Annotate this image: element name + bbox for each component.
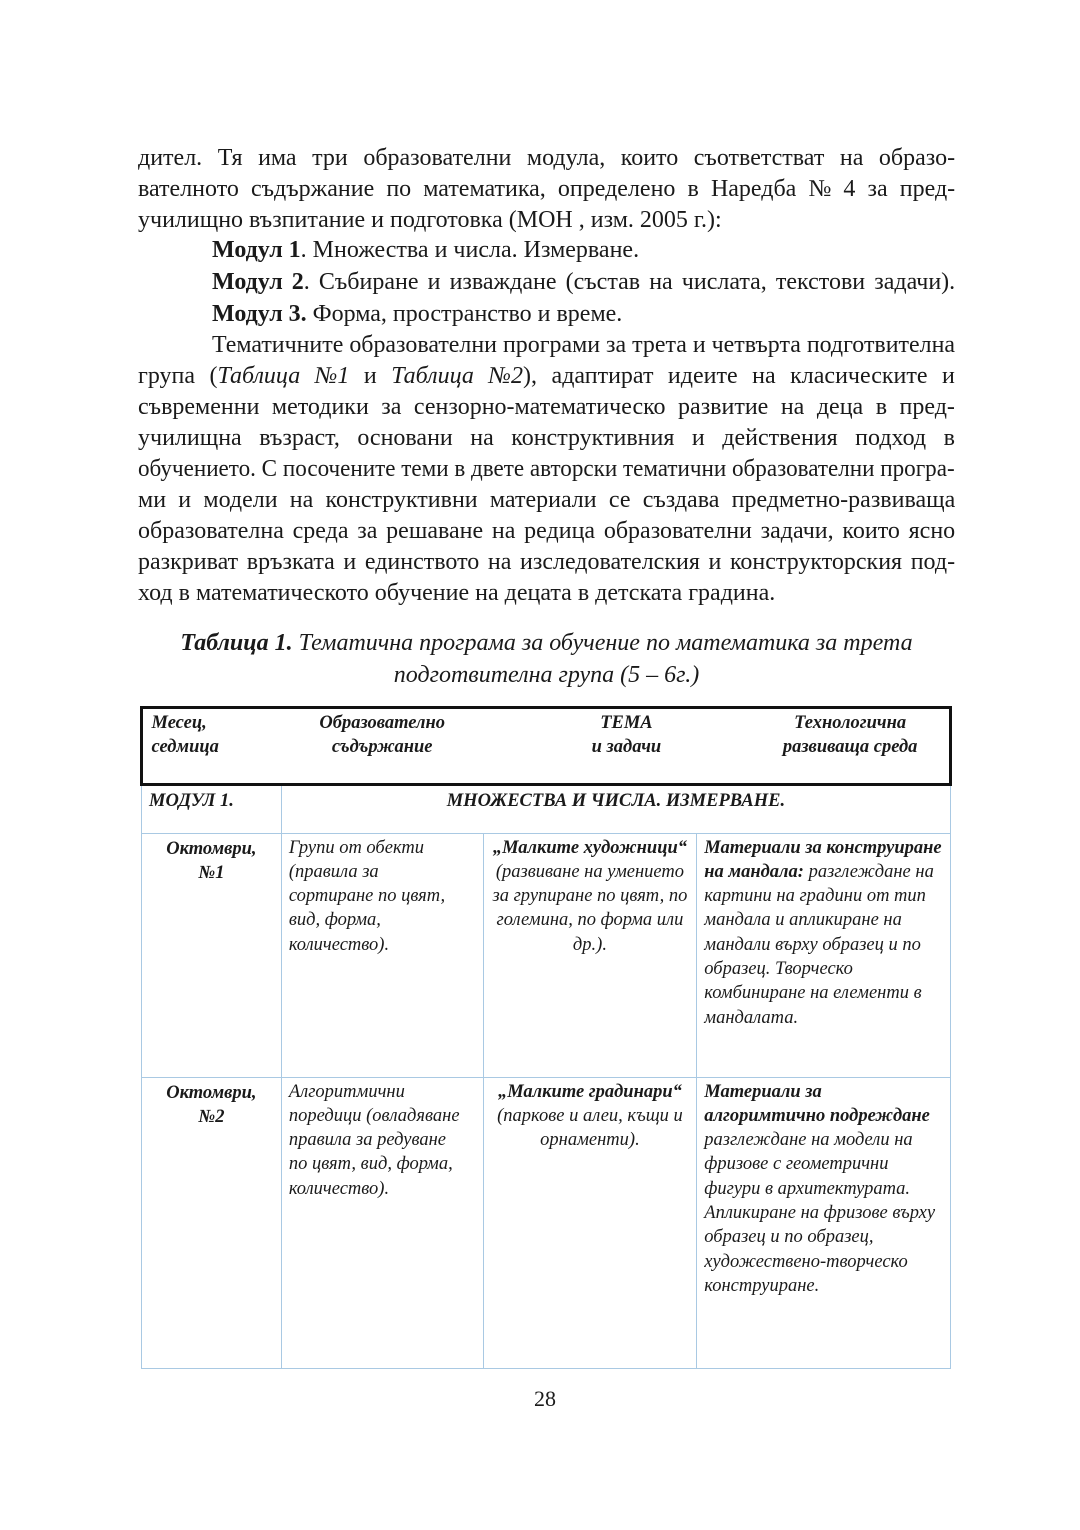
month: Октомври, (166, 1082, 257, 1103)
text: група ( (138, 363, 218, 389)
table-row (142, 833, 951, 1077)
text: и (349, 363, 392, 389)
text: образователна среда за решаване на редица образователни задачи, които ясно (138, 518, 956, 544)
text: Тематичните образователни програми за трета и четвърта подготвителна (212, 332, 955, 358)
theme-text: (паркове и алеи, къщи и орнаменти). (497, 1105, 683, 1151)
module-row (142, 783, 951, 833)
thematic-program-table (141, 707, 951, 1369)
module-3-line (212, 299, 955, 330)
module-2-line (212, 267, 955, 298)
body-line (138, 578, 955, 609)
body-line (138, 392, 955, 423)
module-label: Модул 3. (212, 301, 307, 327)
module-label: Модул 1 (212, 237, 301, 263)
text: училищна възраст, основани на конструктивния и действения подход в (138, 425, 955, 451)
body-line (138, 547, 955, 578)
header-content (281, 707, 483, 783)
header-text: Образователно (319, 713, 446, 733)
text: разкриват връзката и единството на изследователския и конструкторския под- (138, 549, 956, 575)
module-1-line (212, 235, 955, 266)
caption-label: Таблица 1. (180, 630, 293, 656)
text: ), адаптират идеите на класическите и (523, 363, 955, 389)
environment-cell (697, 833, 951, 1077)
body-line (138, 454, 955, 485)
text: ход в математическото обучение на децата в детската градина. (138, 580, 776, 606)
module-label: Модул 2 (212, 269, 304, 295)
body-line (138, 423, 955, 454)
header-text: ТЕМА (600, 713, 653, 733)
header-text: съдържание (331, 737, 433, 758)
text: обучението. С посочените теми в двете авторски тематични образователни програ- (138, 456, 955, 482)
header-environment (697, 707, 951, 783)
week: №1 (198, 862, 225, 883)
header-text: Месец, (151, 713, 207, 733)
body-line (138, 361, 955, 392)
month: Октомври, (166, 838, 257, 859)
header-theme (483, 707, 697, 783)
header-text: Технологична (794, 713, 907, 733)
text: дител. Тя има три образователни модула, които съответстват на образо- (138, 145, 956, 171)
theme-text: (развиване на умението за групиране по цвят, по големина, по форма или др.). (492, 861, 688, 955)
content-cell: Групи от обекти (правила за сортиране по цвят, вид, форма, количество). (281, 833, 483, 1077)
environment-text: разглеждане на картини на градини от тип мандала и апликиране на мандали върху образец и по образец. Творческо комбиниране на елементи в мандалата. (704, 861, 934, 1028)
module-title: МНОЖЕСТВА И ЧИСЛА. ИЗМЕРВАНЕ. (281, 783, 950, 833)
environment-title: Материали за конструиране на мандала: (704, 837, 942, 882)
month-cell (142, 833, 282, 1077)
theme-cell (483, 1077, 697, 1368)
theme-cell (483, 833, 697, 1077)
text: съвременни методики за сензорно-математическо развитие на деца в пред- (138, 394, 955, 420)
body-line (138, 174, 955, 205)
module-text: . Множества и числа. Измерване. (300, 237, 640, 263)
table-row (142, 1077, 951, 1368)
text: вателното съдържание по математика, определено в Наредба № 4 за пред- (138, 176, 956, 202)
text (212, 267, 955, 298)
header-text: и задачи (591, 737, 662, 758)
environment-title: Материали за алгоримтично подреждане (704, 1081, 930, 1126)
week: №2 (198, 1106, 225, 1127)
module-label: МОДУЛ 1. (142, 783, 282, 833)
table-caption (138, 627, 955, 659)
body-line (138, 143, 955, 174)
theme-title: „Малките художници“ (492, 837, 688, 858)
environment-cell (697, 1077, 951, 1368)
environment-text: разглеждане на модели на фризове с геометрични фигури в архитектурата. Апликиране на фризове върху образец и по образец, художествено-творческо конструиране. (704, 1130, 936, 1296)
month-cell (142, 1077, 282, 1368)
theme-title: „Малките градинари“ (497, 1081, 682, 1102)
table-caption-line2: подготвителна група (5 – 6г.) (393, 662, 700, 688)
page-number: 28 (534, 1386, 556, 1411)
module-text: Форма, пространство и време. (306, 301, 623, 327)
header-text: седмица (151, 737, 219, 758)
body-line (138, 516, 955, 547)
text: ми и модели на конструктивни материали се създава предметно-развиваща (138, 487, 956, 513)
body-line: училищно възпитание и подготовка (МОН , изм. 2005 г.): (138, 207, 722, 233)
module-text: . Събиране и изваждане (състав на числата, текстови задачи). (303, 269, 956, 295)
text (138, 361, 955, 392)
body-line (212, 330, 955, 361)
header-text: развиваща среда (782, 737, 918, 758)
table-header-row (142, 707, 951, 783)
table-ref: Таблица №1 (217, 363, 350, 389)
caption-text: Тематична програма за обучение по математика за трета (292, 630, 913, 656)
body-line (138, 485, 955, 516)
content-cell: Алгоритмични поредици (овладяване правила за редуване по цвят, вид, форма, количество). (281, 1077, 483, 1368)
table-ref: Таблица №2 (391, 363, 524, 389)
header-month (142, 707, 282, 783)
